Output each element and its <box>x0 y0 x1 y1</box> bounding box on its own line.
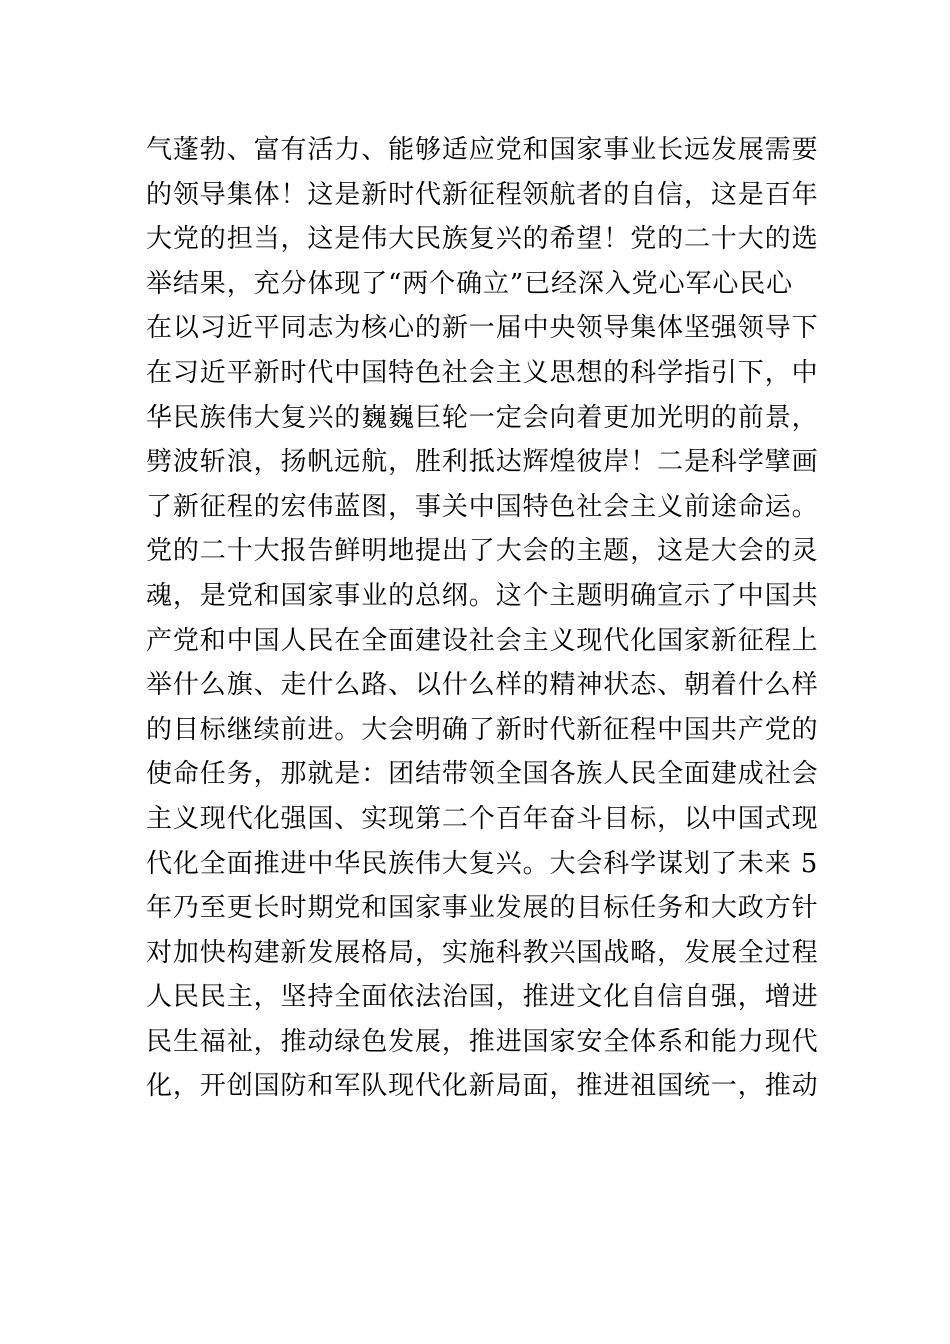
text-line-14: 的目标继续前进。大会明确了新时代新征程中国共产党的 <box>146 714 819 745</box>
text-line-16: 主义现代化强国、实现第二个百年奋斗目标，以中国式现 <box>146 803 819 834</box>
text-line-3: 大党的担当，这是伟大民族复兴的希望！党的二十大的选 <box>146 224 819 255</box>
text-line-4: 举结果，充分体现了“两个确立”已经深入党心军心民心 <box>146 268 794 299</box>
text-line-21: 民生福祉，推动绿色发展，推进国家安全体系和能力现代 <box>146 1026 819 1057</box>
text-line-1: 气蓬勃、富有活力、能够适应党和国家事业长远发展需要 <box>146 135 819 165</box>
text-line-9: 了新征程的宏伟蓝图，事关中国特色社会主义前途命运。 <box>146 491 819 522</box>
text-line-17: 代化全面推进中华民族伟大复兴。大会科学谋划了未来 5 <box>146 848 819 879</box>
text-line-20: 人民民主，坚持全面依法治国，推进文化自信自强，增进 <box>146 982 819 1013</box>
body-text <box>146 128 819 1109</box>
text-line-11: 魂，是党和国家事业的总纲。这个主题明确宣示了中国共 <box>146 580 819 611</box>
text-line-10: 党的二十大报告鲜明地提出了大会的主题，这是大会的灵 <box>146 536 819 567</box>
text-line-22: 化，开创国防和军队现代化新局面，推进祖国统一，推动 <box>146 1071 819 1102</box>
text-line-18: 年乃至更长时期党和国家事业发展的目标任务和大政方针 <box>146 893 819 924</box>
text-line-2: 的领导集体！这是新时代新征程领航者的自信，这是百年 <box>146 179 819 210</box>
text-line-7: 华民族伟大复兴的巍巍巨轮一定会向着更加光明的前景， <box>146 402 819 433</box>
text-line-6: 在习近平新时代中国特色社会主义思想的科学指引下，中 <box>146 357 819 388</box>
text-line-5: 在以习近平同志为核心的新一届中央领导集体坚强领导下 <box>146 313 819 344</box>
text-line-15: 使命任务，那就是：团结带领全国各族人民全面建成社会 <box>146 759 819 790</box>
text-line-12: 产党和中国人民在全面建设社会主义现代化国家新征程上 <box>146 625 819 656</box>
text-line-19: 对加快构建新发展格局，实施科教兴国战略，发展全过程 <box>146 937 819 968</box>
text-line-8: 劈波斩浪，扬帆远航，胜利抵达辉煌彼岸！二是科学擘画 <box>146 447 819 478</box>
text-line-13: 举什么旗、走什么路、以什么样的精神状态、朝着什么样 <box>146 670 819 701</box>
